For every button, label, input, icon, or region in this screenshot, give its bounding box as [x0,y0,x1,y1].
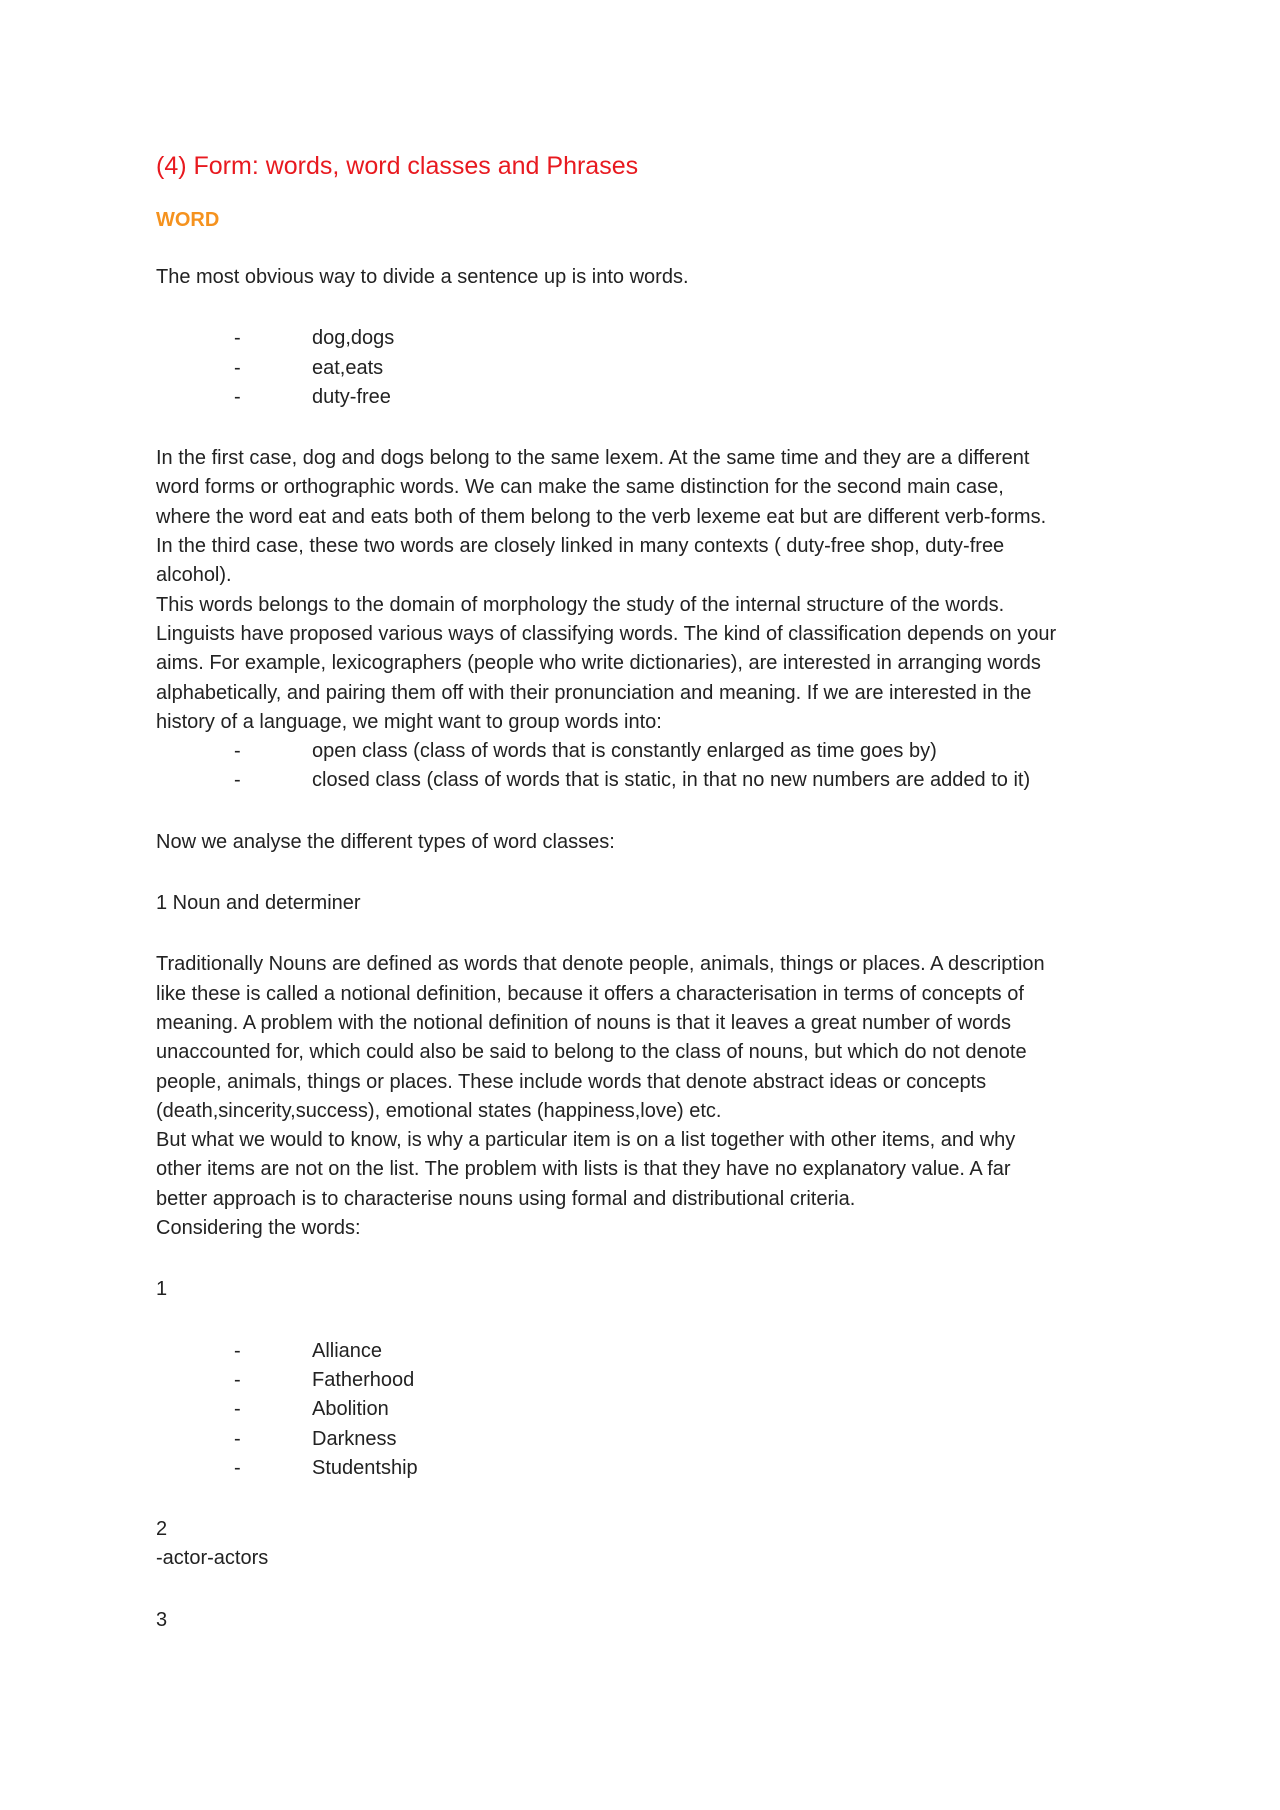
paragraph-nouns [156,950,1180,1243]
list-item: - Abolition [156,1395,1180,1424]
list-item: - dog,dogs [156,324,1180,353]
dash-bullet: - [234,327,241,350]
paragraph-line: like these is called a notional definition, because it offers a characterisation in terms of concepts of [156,982,1024,1005]
list-item: - closed class (class of words that is static, in that no new numbers are added to it) [156,766,1180,795]
paragraph-line: people, animals, things or places. These include words that denote abstract ideas or concepts [156,1070,987,1093]
paragraph-line: aims. For example, lexicographers (people who write dictionaries), are interested in arranging words [156,652,1041,675]
dash-bullet: - [234,1398,241,1421]
list-item: - Alliance [156,1337,1180,1366]
paragraph-line: better approach is to characterise nouns using formal and distributional criteria. [156,1187,856,1210]
paragraph-line: word forms or orthographic words. We can make the same distinction for the second main case, [156,476,1004,499]
list-item: - duty-free [156,383,1180,412]
paragraph-line: where the word eat and eats both of them belong to the verb lexeme eat but are different verb-forms. [156,505,1047,528]
intro-text: The most obvious way to divide a sentence up is into words. [156,266,689,288]
paragraph-line: Traditionally Nouns are defined as words that denote people, animals, things or places. A description [156,953,1045,976]
paragraph-line: alcohol). [156,564,232,587]
list-item: - eat,eats [156,354,1180,383]
dash-bullet: - [234,1427,241,1450]
paragraph-line: In the first case, dog and dogs belong to the same lexem. At the same time and they are a different [156,447,1030,470]
dash-bullet: - [234,769,241,792]
example-list-1 [156,324,1180,412]
dash-bullet: - [234,1339,241,1362]
group-number-3: 3 [156,1608,168,1631]
page-title: (4) Form: words, word classes and Phrases [156,152,639,180]
paragraph-line: In the third case, these two words are closely linked in many contexts ( duty-free shop, duty-free [156,535,1005,558]
dash-bullet: - [234,356,241,379]
section-label-word: WORD [156,209,220,231]
paragraph-line: alphabetically, and pairing them off with their pronunciation and meaning. If we are interested in the [156,681,1032,704]
paragraph-lexeme [156,444,1180,737]
analyse-text: Now we analyse the different types of word classes: [156,830,615,853]
list-item: - open class (class of words that is constantly enlarged as time goes by) [156,737,1180,766]
paragraph-line: meaning. A problem with the notional definition of nouns is that it leaves a great number of words [156,1011,1011,1034]
word-class-list [156,737,1180,796]
paragraph-line: Linguists have proposed various ways of classifying words. The kind of classification depends on your [156,622,1057,645]
list-item: - Darkness [156,1425,1180,1454]
dash-bullet: - [234,740,241,763]
example-list-2 [156,1337,1180,1483]
group-number-2: 2 [156,1518,168,1541]
subheading-noun-determiner: 1 Noun and determiner [156,892,361,915]
paragraph-line: But what we would to know, is why a particular item is on a list together with other items, and why [156,1129,1016,1152]
paragraph-line: other items are not on the list. The problem with lists is that they have no explanatory value. A far [156,1158,1011,1181]
paragraph-line: unaccounted for, which could also be said to belong to the class of nouns, but which do not denote [156,1041,1027,1064]
paragraph-line: history of a language, we might want to group words into: [156,710,662,733]
paragraph-line: Considering the words: [156,1217,361,1240]
group-number-1: 1 [156,1278,168,1301]
dash-bullet: - [234,1368,241,1391]
list-item: - Fatherhood [156,1366,1180,1395]
paragraph-line: (death,sincerity,success), emotional states (happiness,love) etc. [156,1099,722,1122]
paragraph-line: This words belongs to the domain of morphology the study of the internal structure of the words. [156,593,1005,616]
dash-bullet: - [234,385,241,408]
dash-bullet: - [234,1456,241,1479]
actor-example: -actor-actors [156,1547,269,1570]
list-item: - Studentship [156,1454,1180,1483]
